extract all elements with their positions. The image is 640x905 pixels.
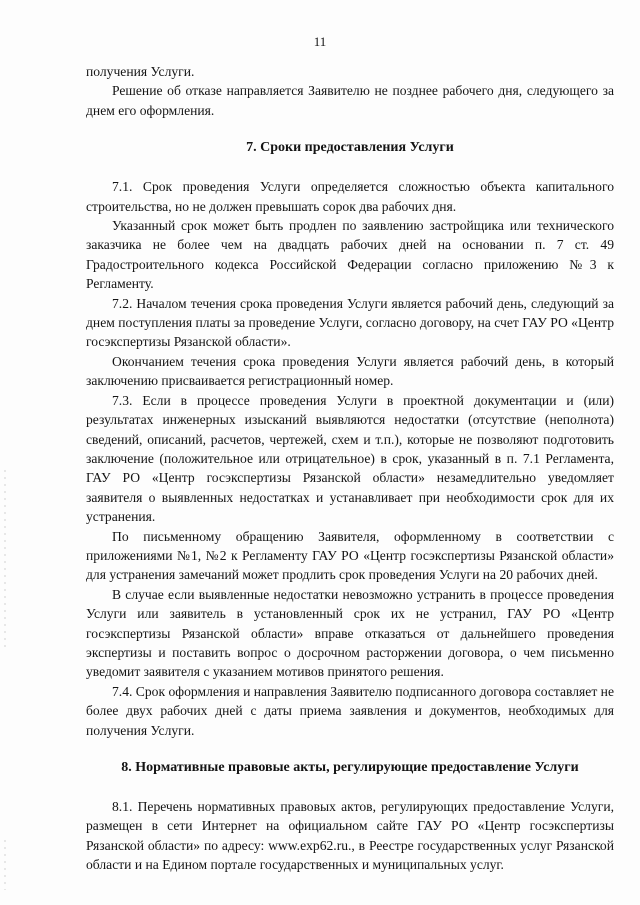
paragraph: 7.1. Срок проведения Услуги определяется сложностью объекта капитального строительства, но не должен превышать сорок два рабочих дня.: [86, 179, 614, 214]
scan-margin-artifact: [4, 470, 6, 650]
section-title-7: 7. Сроки предоставления Услуги: [246, 140, 454, 156]
page-number: 11: [313, 34, 327, 49]
paragraph: По письменному обращению Заявителя, оформленному в соответствии с приложениями №1, №2 к Регламенту ГАУ РО «Центр госэкспертизы Рязанской области» для устранения замечаний может продлить срок проведения Услуги на 20 рабочих дней.: [86, 528, 614, 583]
scan-margin-artifact: [4, 840, 6, 890]
paragraph: получения Услуги.: [86, 64, 195, 79]
document-body: [86, 62, 614, 875]
paragraph: В случае если выявленные недостатки невозможно устранить в процессе проведения Услуги или заявитель в установленный срок их не устранил, ГАУ РО «Центр госэкспертизы Рязанской области» вправе отказаться от дальнейшего проведения экспертизы и поставить вопрос о досрочном расторжении договора, о чем письменно уведомит заявителя с указанием мотивов принятого решения.: [86, 586, 614, 680]
paragraph: Указанный срок может быть продлен по заявлению застройщика или технического заказчика не более чем на двадцать рабочих дней на основании п. 7 ст. 49 Градостроительного кодекса Российской Федерации согласно приложению №3 к Регламенту.: [86, 218, 614, 292]
paragraph: 7.3. Если в процессе проведения Услуги в проектной документации и (или) результатах инженерных изысканий выявляются недостатки (отсутствие (неполнота) сведений, описаний, расчетов, чертежей, схем и т.п.), которые не позволяют подготовить заключение (положительное или отрицательное) в срок, указанный в п. 7.1 Регламента, ГАУ РО «Центр госэкспертизы Рязанской области» незамедлительно уведомляет заявителя о выявленных недостатках и устанавливает при необходимости срок для их устранения.: [86, 392, 614, 525]
paragraph: 8.1. Перечень нормативных правовых актов, регулирующих предоставление Услуги, размещен в сети Интернет на официальном сайте ГАУ РО «Центр госэкспертизы Рязанской области» по адресу: www.exp62.ru., в Реестре государственных услуг Рязанской области и на Едином портале государственных и муниципальных услуг.: [86, 799, 614, 873]
paragraph: Решение об отказе направляется Заявителю не позднее рабочего дня, следующего за днем его оформления.: [86, 83, 614, 118]
paragraph: Окончанием течения срока проведения Услуги является рабочий день, в который заключению присваивается регистрационный номер.: [86, 353, 614, 389]
paragraph: 7.2. Началом течения срока проведения Услуги является рабочий день, следующий за днем поступления платы за проведение Услуги, согласно договору, на счет ГАУ РО «Центр госэкспертизы Рязанской области».: [86, 295, 615, 350]
section-title-8: 8. Нормативные правовые акты, регулирующие предоставление Услуги: [121, 760, 579, 775]
paragraph: 7.4. Срок оформления и направления Заявителю подписанного договора составляет не более двух рабочих дней с даты приема заявления и документов, необходимых для получения Услуги.: [86, 683, 614, 738]
